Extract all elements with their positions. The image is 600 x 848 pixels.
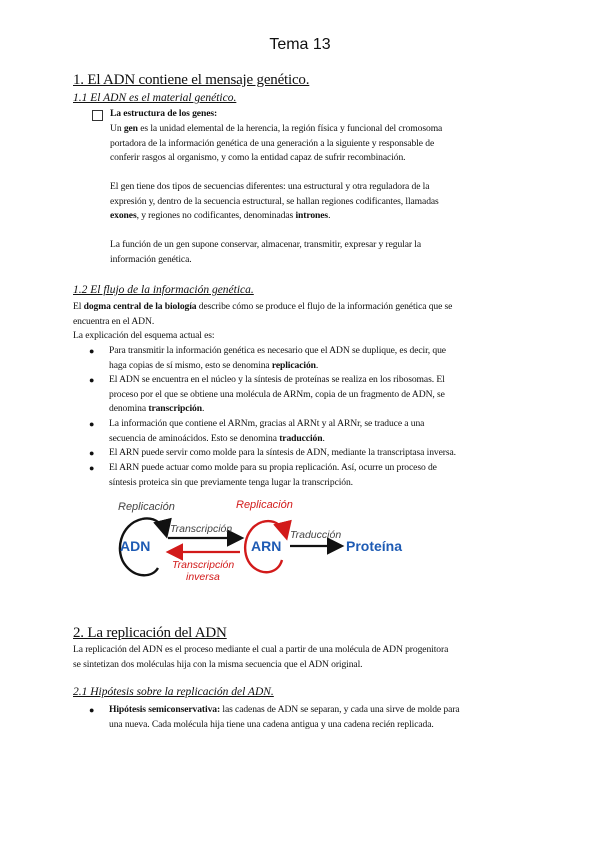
bullet-icon: ● bbox=[89, 375, 95, 385]
list-item: La información que contiene el ARNm, gracias al ARNt y al ARNr, se traduce a una secuencia de aminoácidos. Esto se denomina traducción. bbox=[109, 418, 425, 444]
bullet-icon: ● bbox=[89, 419, 95, 429]
label-replication-2: Replicación bbox=[236, 499, 293, 511]
node-proteina: Proteína bbox=[346, 538, 403, 554]
replication-paragraph: La replicación del ADN es el proceso mediante el cual a partir de una molécula de ADN progenitora se sintetizan dos moléculas hija con la misma secuencia que el ADN original. bbox=[73, 644, 449, 670]
node-adn: ADN bbox=[120, 538, 151, 554]
subsection-2-1-heading: 2.1 Hipótesis sobre la replicación del ADN. bbox=[73, 686, 274, 698]
list-item: Hipótesis semiconservativa: las cadenas de ADN se separan, y cada una sirve de molde para una nueva. Cada molécula hija tiene una cadena antigua y una cadena recién replicada. bbox=[109, 704, 460, 730]
subsection-1-2-heading: 1.2 El flujo de la información genética. bbox=[73, 284, 254, 296]
label-reverse-transcription-2: inversa bbox=[186, 571, 220, 583]
gene-paragraph-2: El gen tiene dos tipos de secuencias diferentes: una estructural y otra reguladora de la expresión y, dentro de la secuencia estructural, se hallan regiones codificantes, llamadas exones, y regiones no codificantes, denominadas intrones. bbox=[110, 181, 439, 222]
section-2-heading: 2. La replicación del ADN bbox=[73, 625, 227, 641]
dogma-intro: El dogma central de la biología describe cómo se produce el flujo de la información genética que se encuentra en el ADN. La explicación del esquema actual es: bbox=[73, 301, 453, 342]
list-item: Para transmitir la información genética es necesario que el ADN se duplique, es decir, que haga copias de sí mismo, esto se denomina replicación. bbox=[109, 345, 446, 371]
page-title: Tema 13 bbox=[269, 36, 331, 53]
gene-structure-label: La estructura de los genes: bbox=[110, 108, 218, 119]
label-transcription: Transcripción bbox=[170, 523, 233, 535]
node-arn: ARN bbox=[251, 538, 282, 554]
gene-paragraph-3: La función de un gen supone conservar, almacenar, transmitir, expresar y regular la información genética. bbox=[110, 239, 422, 265]
central-dogma-diagram bbox=[112, 494, 432, 594]
bullet-icon: ● bbox=[89, 705, 95, 715]
label-translation: Traducción bbox=[290, 529, 342, 541]
label-reverse-transcription-1: Transcripción bbox=[172, 559, 235, 571]
bullet-icon: ● bbox=[89, 463, 95, 473]
label-replication-1: Replicación bbox=[118, 501, 175, 513]
gene-paragraph-1: Un gen es la unidad elemental de la herencia, la región física y funcional del cromosoma portadora de la información genética de una generación a la siguiente y responsable de conferir rasgos al organismo, y como la entidad capaz de sufrir recombinación. bbox=[110, 123, 443, 164]
section-1-heading: 1. El ADN contiene el mensaje genético. bbox=[73, 72, 310, 88]
subsection-1-1-heading: 1.1 El ADN es el material genético. bbox=[73, 92, 237, 104]
list-item: El ARN puede servir como molde para la síntesis de ADN, mediante la transcriptasa inversa. bbox=[109, 447, 456, 458]
list-item: El ADN se encuentra en el núcleo y la síntesis de proteínas se realiza en los ribosomas. El proceso por el que se obtiene una molécula de ARNm, copia de un fragmento de ADN, se denomina transcripción. bbox=[109, 374, 445, 415]
list-item: El ARN puede actuar como molde para su propia replicación. Así, ocurre un proceso de síntesis proteica sin que previamente tenga lugar la transcripción. bbox=[109, 462, 437, 488]
checkbox-icon[interactable] bbox=[92, 110, 103, 121]
bullet-icon: ● bbox=[89, 346, 95, 356]
bullet-icon: ● bbox=[89, 448, 95, 458]
